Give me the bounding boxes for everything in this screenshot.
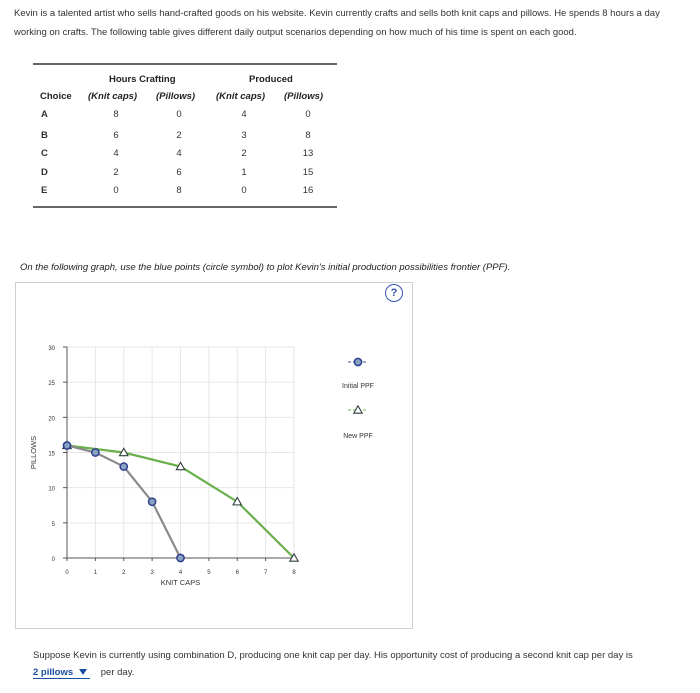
graph-instruction: On the following graph, use the blue points (circle symbol) to plot Kevin's initial production possibilities frontier (PPF). (20, 262, 511, 273)
choice-cell: A (41, 109, 48, 120)
y-tick-label: 20 (48, 416, 55, 423)
produced-knit-caps-header: (Knit caps) (216, 91, 266, 102)
opportunity-cost-dropdown[interactable] (33, 667, 90, 679)
question-text: Suppose Kevin is currently using combination D, producing one knit cap per day. His opportunity cost of producing a second knit cap per day is (33, 650, 633, 661)
produced-header: Produced (249, 74, 293, 85)
hours-pillows-cell: 0 (176, 109, 182, 120)
prod-caps-cell: 0 (241, 185, 247, 196)
x-axis-label: KNIT CAPS (160, 578, 201, 587)
hours-crafting-header: Hours Crafting (109, 74, 176, 85)
choice-cell: C (41, 148, 48, 159)
legend-initial-label: Initial PPF (342, 383, 374, 390)
prod-pillows-cell: 15 (302, 167, 314, 178)
x-tick-label: 4 (178, 570, 183, 576)
dropdown-value: 2 pillows (33, 667, 74, 678)
hours-pillows-cell: 8 (176, 185, 182, 196)
prod-caps-cell: 1 (241, 167, 247, 178)
table-top-rule (33, 63, 337, 65)
x-tick-label: 5 (207, 570, 211, 576)
intro-text: Kevin is a talented artist who sells hand-crafted goods on his website. Kevin currently crafts and sells both knit caps and pillows. He spends 8 hours a day working on crafts. The following table gives different daily output scenarios depending on how much of his time is spent on each good. (14, 8, 660, 38)
prod-pillows-cell: 13 (302, 148, 314, 159)
legend-new-label: New PPF (343, 433, 373, 440)
y-axis-label: PILLOWS (29, 435, 38, 470)
y-tick-label: 5 (51, 521, 55, 528)
hours-caps-cell: 2 (113, 167, 119, 178)
hours-caps-cell: 6 (113, 130, 119, 141)
hours-pillows-cell: 6 (176, 167, 182, 178)
prod-pillows-cell: 8 (305, 130, 311, 141)
answer-suffix: per day. (100, 667, 135, 678)
x-tick-label: 6 (235, 570, 239, 576)
y-tick-label: 25 (48, 381, 55, 388)
choice-cell: B (41, 130, 48, 141)
prod-caps-cell: 3 (241, 130, 247, 141)
hours-pillows-cell: 4 (176, 148, 182, 159)
choice-header: Choice (40, 91, 72, 102)
y-tick-label: 10 (48, 486, 55, 493)
x-tick-label: 2 (122, 570, 126, 576)
x-tick-label: 3 (150, 570, 154, 576)
prod-pillows-cell: 0 (305, 109, 311, 120)
table-bottom-rule (33, 206, 337, 208)
prod-caps-cell: 4 (241, 109, 247, 120)
hours-caps-cell: 0 (113, 185, 119, 196)
answer-line (33, 667, 134, 679)
x-tick-label: 1 (93, 570, 98, 576)
choice-cell: E (41, 185, 48, 196)
chevron-down-icon (79, 669, 87, 675)
y-tick-label: 0 (51, 557, 55, 563)
choice-cell: D (41, 167, 48, 178)
hours-knit-caps-header: (Knit caps) (88, 91, 138, 102)
prod-pillows-cell: 16 (302, 185, 314, 196)
prod-caps-cell: 2 (241, 148, 247, 159)
x-tick-label: 7 (263, 570, 268, 576)
help-button[interactable]: ? (385, 284, 403, 302)
y-tick-label: 30 (48, 346, 55, 352)
hours-caps-cell: 8 (113, 109, 119, 120)
hours-pillows-cell: 2 (176, 130, 182, 141)
hours-pillows-header: (Pillows) (156, 91, 196, 102)
x-tick-label: 0 (65, 570, 69, 576)
x-tick-label: 8 (292, 570, 296, 576)
hours-caps-cell: 4 (113, 148, 119, 159)
produced-pillows-header: (Pillows) (284, 91, 324, 102)
graph-panel (15, 282, 413, 629)
y-tick-label: 15 (48, 451, 55, 458)
